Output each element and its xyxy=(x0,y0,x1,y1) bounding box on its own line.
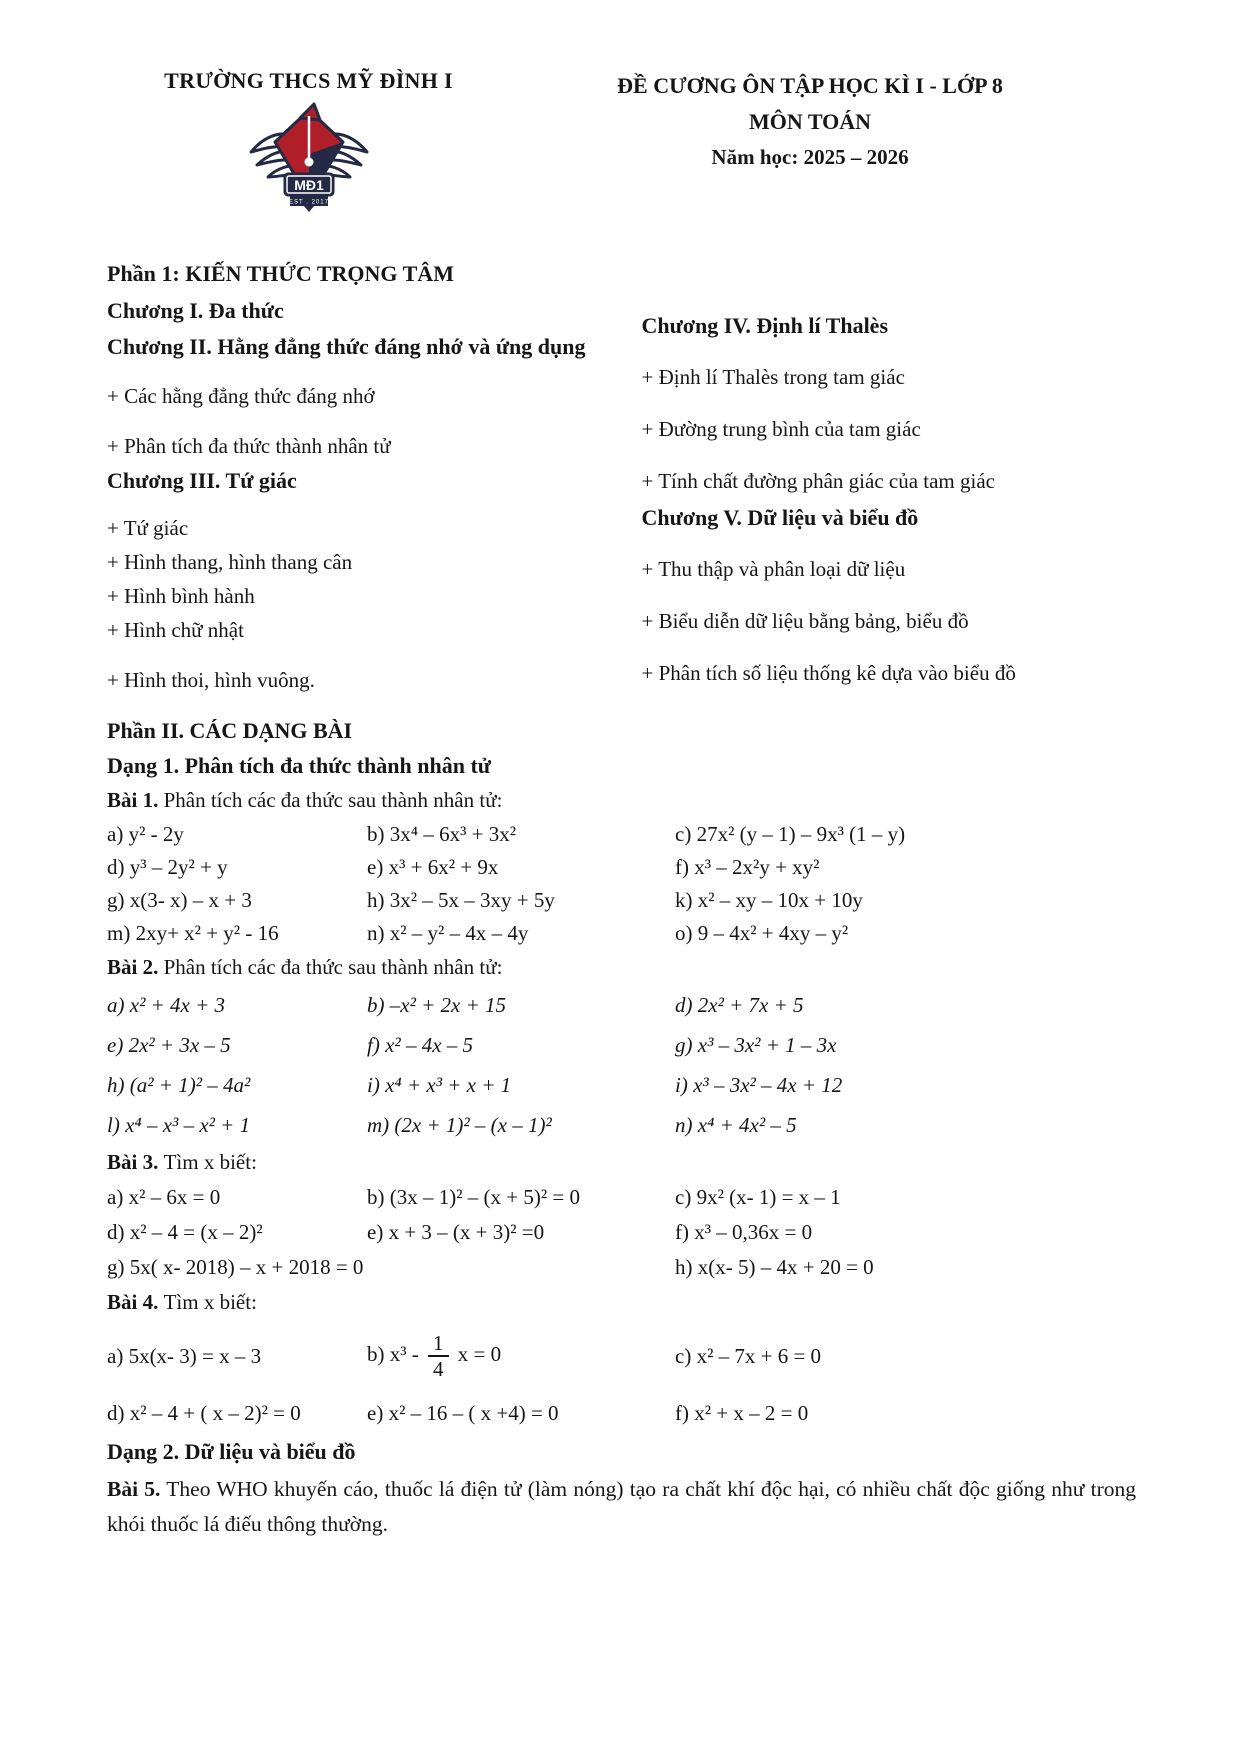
chapter-heading: Chương I. Đa thức xyxy=(107,298,284,323)
document-title: ĐỀ CƯƠNG ÔN TẬP HỌC KÌ I - LỚP 8 xyxy=(617,73,1003,98)
math-expression: c) 9x² (x- 1) = x – 1 xyxy=(675,1185,841,1209)
dang1-heading: Dạng 1. Phân tích đa thức thành nhân tử xyxy=(107,753,492,778)
part2-title: Phần II. CÁC DẠNG BÀI xyxy=(107,718,353,743)
math-expression: g) x(3- x) – x + 3 xyxy=(107,888,252,912)
exercise-block xyxy=(107,1285,1136,1434)
exercise-title: Bài 4. Tìm x biết: xyxy=(107,1290,257,1314)
exercise-row xyxy=(107,884,1136,917)
math-expression: h) 3x² – 5x – 3xy + 5y xyxy=(367,888,555,912)
math-expression: d) x² – 4 = (x – 2)² xyxy=(107,1220,263,1244)
math-expression: h) (a² + 1)² – 4a² xyxy=(107,1073,251,1097)
header-left-block xyxy=(107,68,560,217)
math-expression: e) x + 3 – (x + 3)² =0 xyxy=(367,1220,545,1244)
math-expression: g) x³ – 3x² + 1 – 3x xyxy=(675,1033,837,1057)
exercise-title: Bài 3. Tìm x biết: xyxy=(107,1150,257,1174)
math-expression: n) x⁴ + 4x² – 5 xyxy=(675,1113,797,1137)
topic-item: + Hình chữ nhật xyxy=(107,618,244,642)
logo-est-year: EST . 2017 xyxy=(288,199,329,206)
topic-item: + Các hằng đẳng thức đáng nhớ xyxy=(107,384,375,408)
math-expression: i) x³ – 3x² – 4x + 12 xyxy=(675,1073,843,1097)
math-expression: f) x² + x – 2 = 0 xyxy=(675,1401,809,1425)
topic-item: + Đường trung bình của tam giác xyxy=(641,417,921,441)
topic-item: + Thu thập và phân loại dữ liệu xyxy=(641,557,906,581)
chapter-heading: Chương IV. Định lí Thalès xyxy=(641,313,889,338)
math-expression: b) (3x – 1)² – (x + 5)² = 0 xyxy=(367,1185,580,1209)
math-expression: a) 5x(x- 3) = x – 3 xyxy=(107,1344,262,1368)
exercise-block xyxy=(107,1145,1136,1285)
exercise-row xyxy=(107,1025,1136,1065)
math-expression: b) x³ - $\frac{1}{4}$ x = 0 xyxy=(367,1330,502,1381)
math-expression: i) x⁴ + x³ + x + 1 xyxy=(367,1073,512,1097)
school-name: TRƯỜNG THCS MỸ ĐÌNH I xyxy=(164,68,453,93)
school-logo-image xyxy=(244,102,374,212)
exercise-row xyxy=(107,1105,1136,1145)
math-expression: c) 27x² (y – 1) – 9x³ (1 – y) xyxy=(675,822,906,846)
logo-monogram: MĐ1 xyxy=(293,177,324,193)
part1-title: Phần 1: KIẾN THỨC TRỌNG TÂM xyxy=(107,261,454,286)
math-expression: m) (2x + 1)² – (x – 1)² xyxy=(367,1113,552,1137)
topic-item: + Phân tích đa thức thành nhân tử xyxy=(107,434,391,458)
exercise-5-paragraph xyxy=(107,1472,1136,1542)
header-title-block xyxy=(560,68,1136,217)
math-expression: a) y² - 2y xyxy=(107,822,184,846)
math-expression: h) x(x- 5) – 4x + 20 = 0 xyxy=(675,1255,874,1279)
exercise-5-text: Theo WHO khuyến cáo, thuốc lá điện tử (làm nóng) tạo ra chất khí độc hại, có nhiều chất độc giống như trong khói thuốc lá điếu thông thường. xyxy=(107,1477,1136,1536)
math-expression: l) x⁴ – x³ – x² + 1 xyxy=(107,1113,251,1137)
document-header xyxy=(107,68,1136,217)
math-expression: e) x³ + 6x² + 9x xyxy=(367,855,499,879)
part1-right-column xyxy=(642,293,1137,697)
exercise-list xyxy=(107,783,1136,1434)
exercise-row xyxy=(107,1065,1136,1105)
fraction: $\frac{1}{4}$ xyxy=(428,1331,449,1381)
exercise-row xyxy=(107,917,1136,950)
math-expression: e) x² – 16 – ( x +4) = 0 xyxy=(367,1401,559,1425)
math-expression: e) 2x² + 3x – 5 xyxy=(107,1033,231,1057)
topic-item: + Hình thang, hình thang cân xyxy=(107,550,353,574)
topic-item: + Định lí Thalès trong tam giác xyxy=(641,365,905,389)
topic-item: + Hình bình hành xyxy=(107,584,255,608)
chapter-heading: Chương III. Tứ giác xyxy=(107,468,297,493)
part1-left-column xyxy=(107,293,602,697)
math-expression: a) x² – 6x = 0 xyxy=(107,1185,221,1209)
math-expression: d) y³ – 2y² + y xyxy=(107,855,228,879)
math-expression: n) x² – y² – 4x – 4y xyxy=(367,921,529,945)
chapter-heading: Chương II. Hằng đẳng thức đáng nhớ và ứng dụng xyxy=(107,334,586,359)
school-logo xyxy=(107,102,510,217)
math-expression: b) –x² + 2x + 15 xyxy=(367,993,507,1017)
exercise-row xyxy=(107,818,1136,851)
subject-title: MÔN TOÁN xyxy=(748,109,872,134)
exercise-row xyxy=(107,1215,1136,1250)
school-year: Năm học: 2025 – 2026 xyxy=(711,145,909,169)
exercise-block xyxy=(107,950,1136,1145)
exercise-5-label: Bài 5. xyxy=(107,1477,161,1501)
part1-columns xyxy=(107,293,1136,697)
math-expression: f) x³ – 2x²y + xy² xyxy=(675,855,820,879)
topic-item: + Tính chất đường phân giác của tam giác xyxy=(641,469,995,493)
math-expression: d) 2x² + 7x + 5 xyxy=(675,993,804,1017)
exercise-row xyxy=(107,1180,1136,1215)
dang2-heading: Dạng 2. Dữ liệu và biểu đồ xyxy=(107,1439,356,1464)
math-expression: o) 9 – 4x² + 4xy – y² xyxy=(675,921,849,945)
math-expression: k) x² – xy – 10x + 10y xyxy=(675,888,863,912)
exercise-row xyxy=(107,1250,1136,1285)
topic-item: + Phân tích số liệu thống kê dựa vào biểu đồ xyxy=(641,661,1016,685)
exercise-block xyxy=(107,783,1136,950)
exercise-row xyxy=(107,1320,1136,1392)
math-expression: d) x² – 4 + ( x – 2)² = 0 xyxy=(107,1401,301,1425)
math-expression: g) 5x( x- 2018) – x + 2018 = 0 xyxy=(107,1255,364,1279)
exercise-row xyxy=(107,985,1136,1025)
exercise-row xyxy=(107,851,1136,884)
math-expression: f) x² – 4x – 5 xyxy=(367,1033,474,1057)
exercise-title: Bài 1. Phân tích các đa thức sau thành nhân tử: xyxy=(107,788,503,812)
exercise-row xyxy=(107,1392,1136,1434)
chapter-heading: Chương V. Dữ liệu và biểu đồ xyxy=(641,505,919,530)
math-expression: c) x² – 7x + 6 = 0 xyxy=(675,1344,822,1368)
topic-item: + Tứ giác xyxy=(107,516,189,540)
exercise-title: Bài 2. Phân tích các đa thức sau thành nhân tử: xyxy=(107,955,503,979)
math-expression: b) 3x⁴ – 6x³ + 3x² xyxy=(367,822,516,846)
math-expression: f) x³ – 0,36x = 0 xyxy=(675,1220,813,1244)
math-expression: a) x² + 4x + 3 xyxy=(107,993,226,1017)
math-expression: m) 2xy+ x² + y² - 16 xyxy=(107,921,279,945)
topic-item: + Biểu diễn dữ liệu bằng bảng, biểu đồ xyxy=(641,609,969,633)
topic-item: + Hình thoi, hình vuông. xyxy=(107,668,315,692)
